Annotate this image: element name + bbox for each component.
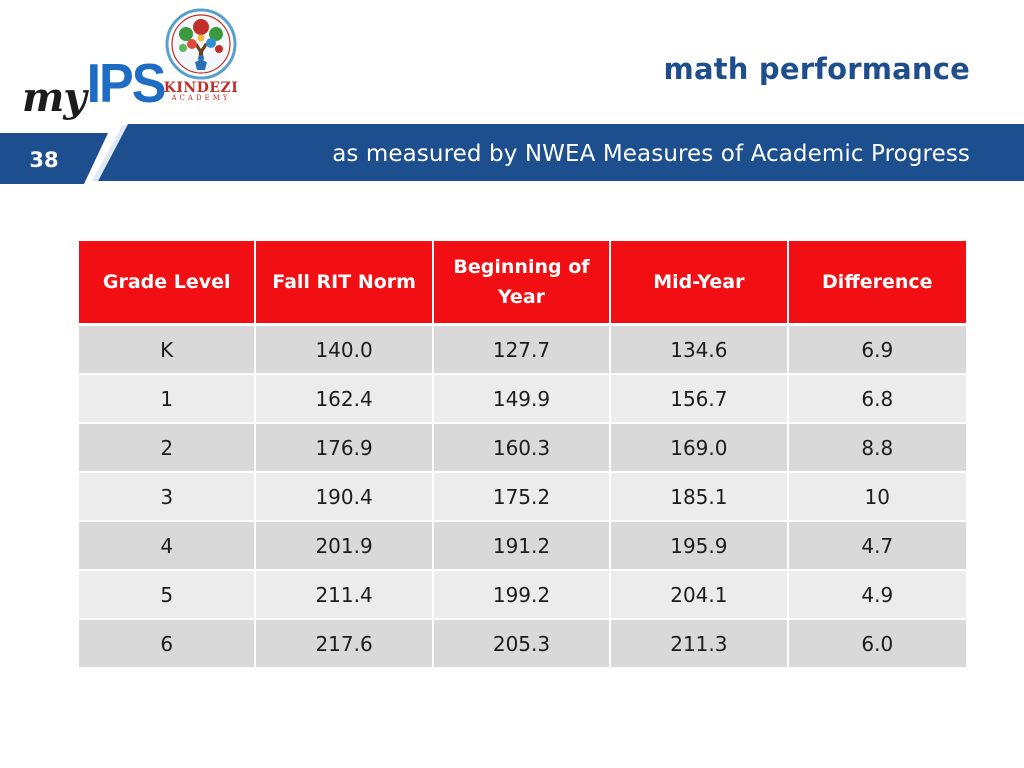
- performance-table: [79, 241, 966, 669]
- table-cell: 175.2: [434, 473, 611, 522]
- kindezi-emblem-icon: [156, 8, 246, 82]
- column-header-mid-year: Mid-Year: [611, 241, 788, 326]
- table-cell: 6: [79, 620, 256, 669]
- table-cell: 204.1: [611, 571, 788, 620]
- beginning-of-year-label: Beginning of Year: [453, 256, 590, 308]
- table-row: [79, 522, 966, 571]
- table-cell: 211.3: [611, 620, 788, 669]
- table-cell: 10: [789, 473, 966, 522]
- table-cell: 205.3: [434, 620, 611, 669]
- table-cell: 185.1: [611, 473, 788, 522]
- table-cell: 149.9: [434, 375, 611, 424]
- table-row: [79, 424, 966, 473]
- table-row: [79, 620, 966, 669]
- column-header-fall-rit-norm: Fall RIT Norm: [256, 241, 433, 326]
- table-cell: 6.0: [789, 620, 966, 669]
- table-row: [79, 375, 966, 424]
- table-cell: 140.0: [256, 326, 433, 375]
- page-title: math performance: [663, 52, 970, 86]
- table-cell: 211.4: [256, 571, 433, 620]
- table-cell: 6.9: [789, 326, 966, 375]
- table-cell: 127.7: [434, 326, 611, 375]
- table-cell: 156.7: [611, 375, 788, 424]
- table-cell: 4.9: [789, 571, 966, 620]
- table-cell: 176.9: [256, 424, 433, 473]
- table-cell: 3: [79, 473, 256, 522]
- table-cell: 190.4: [256, 473, 433, 522]
- table-cell: 191.2: [434, 522, 611, 571]
- page-number: 38: [29, 148, 59, 172]
- table-cell: 6.8: [789, 375, 966, 424]
- table-cell: 162.4: [256, 375, 433, 424]
- myips-logo: [22, 50, 165, 121]
- logo-ips-text: IPS: [86, 53, 165, 115]
- table-cell: 199.2: [434, 571, 611, 620]
- table-row: [79, 473, 966, 522]
- table-cell: K: [79, 326, 256, 375]
- table-cell: 5: [79, 571, 256, 620]
- logo-my-text: my: [22, 74, 86, 121]
- page-subtitle: as measured by NWEA Measures of Academic Progress: [332, 141, 970, 167]
- data-table: [79, 241, 966, 669]
- table-row: [79, 571, 966, 620]
- table-cell: 134.6: [611, 326, 788, 375]
- table-row: [79, 326, 966, 375]
- table-cell: 8.8: [789, 424, 966, 473]
- table-cell: 201.9: [256, 522, 433, 571]
- table-cell: 1: [79, 375, 256, 424]
- table-cell: 217.6: [256, 620, 433, 669]
- table-cell: 2: [79, 424, 256, 473]
- table-cell: 169.0: [611, 424, 788, 473]
- column-header-beginning-of-year: [434, 241, 611, 326]
- kindezi-logo-name: KINDEZI: [163, 80, 239, 96]
- table-cell: 195.9: [611, 522, 788, 571]
- table-cell: 4.7: [789, 522, 966, 571]
- kindezi-logo-subtitle: ACADEMY: [171, 94, 231, 102]
- table-header-row: [79, 241, 966, 326]
- column-header-difference: Difference: [789, 241, 966, 326]
- column-header-grade-level: Grade Level: [79, 241, 256, 326]
- table-cell: 4: [79, 522, 256, 571]
- table-cell: 160.3: [434, 424, 611, 473]
- kindezi-academy-logo: [156, 8, 246, 106]
